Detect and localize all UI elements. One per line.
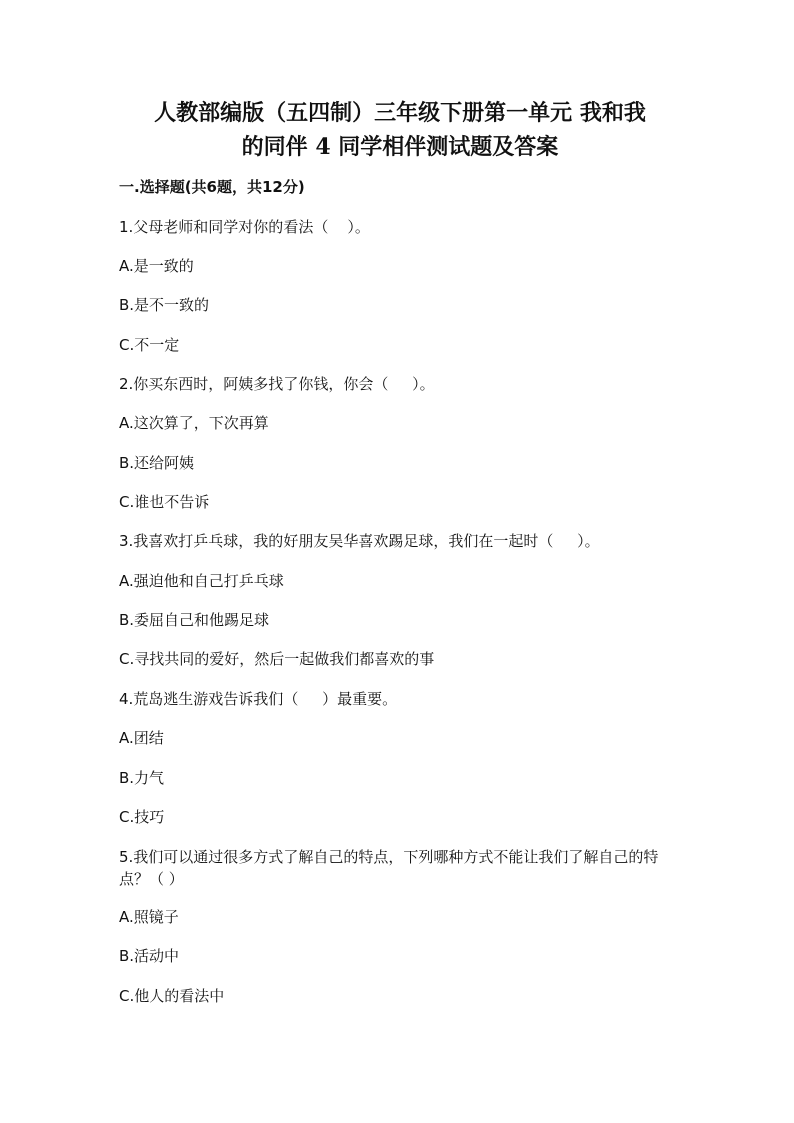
title-line-2: 的同伴 4 同学相伴测试题及答案 bbox=[241, 134, 559, 160]
question-2-option-c: C.谁也不告诉 bbox=[119, 493, 210, 511]
question-5-stem: 5.我们可以通过很多方式了解自己的特点，下列哪种方式不能让我们了解自己的特点？（ ） bbox=[119, 848, 659, 888]
question-4-stem: 4.荒岛逃生游戏告诉我们（ ）最重要。 bbox=[119, 690, 398, 708]
question-3-option-b: B.委屈自己和他踢足球 bbox=[119, 611, 270, 629]
question-4-option-a: A.团结 bbox=[119, 729, 164, 747]
question-5-option-c: C.他人的看法中 bbox=[119, 987, 225, 1005]
question-1-option-a: A.是一致的 bbox=[119, 257, 194, 275]
question-2-stem: 2.你买东西时，阿姨多找了你钱，你会（ ）。 bbox=[119, 375, 435, 393]
question-5-option-b: B.活动中 bbox=[119, 947, 180, 965]
document-title bbox=[110, 96, 690, 164]
question-1-option-c: C.不一定 bbox=[119, 336, 180, 354]
question-2-option-a: A.这次算了，下次再算 bbox=[119, 414, 269, 432]
question-1-stem: 1.父母老师和同学对你的看法（ ）。 bbox=[119, 218, 370, 236]
question-3-option-a: A.强迫他和自己打乒乓球 bbox=[119, 572, 284, 590]
title-line-1: 人教部编版（五四制）三年级下册第一单元 我和我 bbox=[154, 100, 646, 126]
question-2-option-b: B.还给阿姨 bbox=[119, 454, 195, 472]
question-4-option-c: C.技巧 bbox=[119, 808, 165, 826]
question-1-option-b: B.是不一致的 bbox=[119, 296, 210, 314]
section-heading: 一.选择题(共6题，共12分) bbox=[119, 178, 305, 196]
question-5-option-a: A.照镜子 bbox=[119, 908, 179, 926]
question-4-option-b: B.力气 bbox=[119, 769, 165, 787]
question-3-option-c: C.寻找共同的爱好，然后一起做我们都喜欢的事 bbox=[119, 650, 435, 668]
question-3-stem: 3.我喜欢打乒乓球，我的好朋友吴华喜欢踢足球，我们在一起时（ ）。 bbox=[119, 532, 600, 550]
